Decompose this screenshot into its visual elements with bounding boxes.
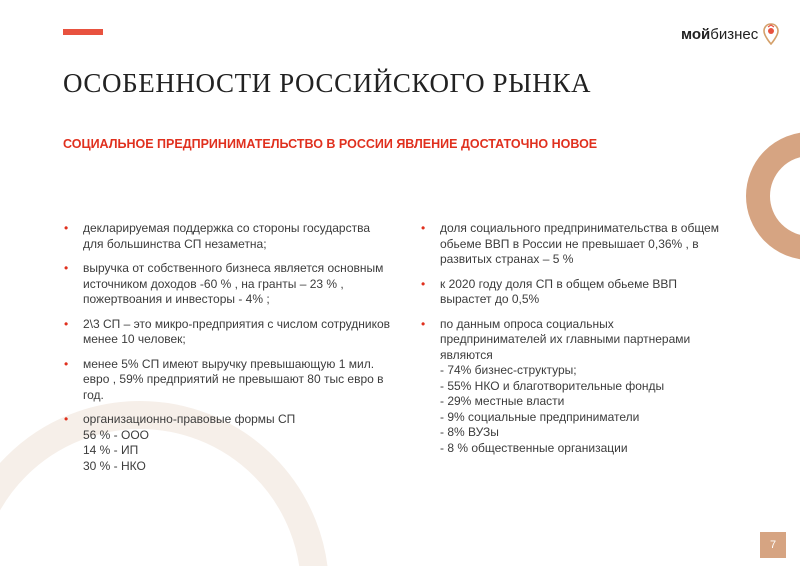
- logo-emblem-icon: [763, 23, 779, 45]
- page-number-badge: 7: [760, 532, 786, 558]
- list-item: [420, 317, 720, 457]
- right-bullet-list: [420, 221, 720, 465]
- list-item-text: к 2020 году доля СП в общем обьеме ВВП вырастет до 0,5%: [440, 276, 677, 306]
- logo-text-bold: мой: [681, 25, 711, 43]
- list-item: [420, 221, 720, 268]
- right-ring-decoration: [758, 144, 800, 248]
- bullet-icon: •: [421, 221, 426, 235]
- list-item-text: организационно-правовые формы СП 56 % - ООО 14 % - ИП 30 % - НКО: [83, 412, 296, 473]
- bullet-icon: •: [64, 261, 69, 275]
- bullet-icon: •: [64, 412, 69, 426]
- bullet-icon: •: [64, 316, 69, 331]
- list-item-text: декларируемая поддержка со стороны государства для большинства СП незаметна;: [83, 221, 371, 251]
- accent-bar: [63, 29, 103, 35]
- left-bullet-list: [63, 221, 393, 483]
- bullet-icon: •: [64, 356, 69, 371]
- list-item-text: 2\3 СП – это микро-предприятия с числом сотрудников менее 10 человек;: [83, 316, 391, 346]
- brand-logo: [681, 23, 779, 45]
- list-item-text: доля социального предпринимательства в общем обьеме ВВП в России не превышает 0,36% , в развитых странах – 5 %: [440, 221, 719, 266]
- logo-text-regular: бизнес: [710, 25, 759, 43]
- list-item: [63, 261, 393, 308]
- list-item-text: по данным опроса социальных предпринимателей их главными партнерами являются - 74% бизнес-структуры; - 55% НКО и благотворительные фонды - 29% местные власти - 9% социальные предприниматели - 8% ВУЗы - 8 % общественные организации: [440, 316, 691, 455]
- list-item: [63, 357, 393, 404]
- list-item-text: менее 5% СП имеют выручку превышающую 1 мил. евро , 59% предприятий не превышают 80 тыс евро в год.: [83, 356, 384, 402]
- bullet-icon: •: [64, 221, 69, 235]
- page-title: ОСОБЕННОСТИ РОССИЙСКОГО РЫНКА: [63, 68, 592, 98]
- list-item: [420, 277, 720, 308]
- page-subtitle: СОЦИАЛЬНОЕ ПРЕДПРИНИМАТЕЛЬСТВО В РОССИИ ЯВЛЕНИЕ ДОСТАТОЧНО НОВОЕ: [63, 137, 598, 151]
- bullet-icon: •: [421, 276, 426, 291]
- bullet-icon: •: [421, 316, 426, 331]
- list-item: [63, 412, 393, 474]
- list-item-text: выручка от собственного бизнеса является основным источником доходов -60 % , на гранты – 23 % , пожертвоания и инвесторы - 4% ;: [83, 261, 384, 306]
- list-item: [63, 317, 393, 348]
- list-item: [63, 221, 393, 252]
